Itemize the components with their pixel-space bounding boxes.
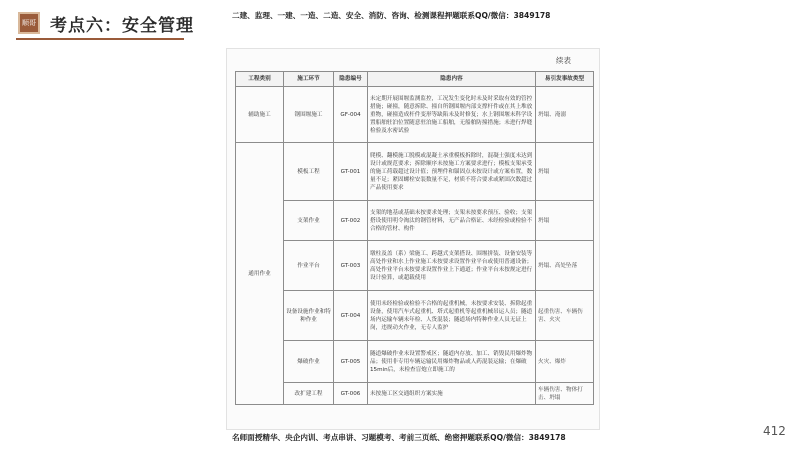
header-category: 工程类别 (236, 72, 284, 87)
stage-cell: 模板工程 (284, 143, 334, 201)
content-cell: 未定期开展围堰监测监控，工况发生变化时未及时采取有效的管控措施；碰撞，随意拆除、撞自所钢围堰内部支撑杆件或在其上堆放重物，碰撞造成杆件变形等缺陷未及时修复；水上钢围堰未科学设置船舶驻泊位置随意驻泊施工船舶，无船舶防撞措施；未进行焊缝检验及水密试验 (368, 87, 536, 143)
header-content: 隐患内容 (368, 72, 536, 87)
table-row (236, 201, 594, 241)
top-contact-notice: 二建、监理、一建、一造、二造、安全、消防、咨询、检测课程押题联系QQ/微信：3849178 (232, 11, 551, 20)
scanned-table-image (226, 48, 600, 430)
table-row (236, 383, 594, 405)
stage-cell: 支架作业 (284, 201, 334, 241)
stage-cell: 设备设施作业和特种作业 (284, 291, 334, 341)
code-cell: GT-003 (334, 241, 368, 291)
code-cell: GT-004 (334, 291, 368, 341)
table-row (236, 241, 594, 291)
stage-cell: 钢围堰施工 (284, 87, 334, 143)
table-row (236, 291, 594, 341)
header-hazard-type: 易引发事故类型 (536, 72, 594, 87)
table-caption: 续表 (556, 56, 571, 65)
hazard-cell: 坍塌、淹溺 (536, 87, 594, 143)
title-underline (16, 38, 184, 40)
content-cell: 未按施工区交通组织方案实施 (368, 383, 536, 405)
code-cell: GT-002 (334, 201, 368, 241)
header-stage: 施工环节 (284, 72, 334, 87)
hazard-cell: 起重伤害、车辆伤害、火灾 (536, 291, 594, 341)
hazard-cell: 车辆伤害、物体打击、坍塌 (536, 383, 594, 405)
content-cell: 使用未经检验或检验不合格的起重机械，未按要求安装、拆除起重设备，使用汽车式起重机、塔式起重机等起重机械吊运人员；隧道场内运输车辆未年检、人货混装；隧道场内特种作业人员无证上岗，违规动火作业，无专人监护 (368, 291, 536, 341)
brand-logo (18, 12, 40, 34)
content-cell: 墩柱及盖（系）梁施工、跨越式支架搭设、围堰拼装、设备安装等高处作业和水上作业施工未按要求设置作业平台或使用普通设备；高处作业平台未按要求设置作业上下通道；作业平台未按规定进行设计验算，或超载使用 (368, 241, 536, 291)
code-cell: GT-001 (334, 143, 368, 201)
code-cell: GT-006 (334, 383, 368, 405)
brand-logo-text: 顺哥 (22, 19, 36, 27)
category-cell: 辅助施工 (236, 87, 284, 143)
table-header-row (236, 72, 594, 87)
hazard-table (235, 71, 594, 405)
hazard-cell: 坍塌、高处坠落 (536, 241, 594, 291)
hazard-cell: 坍塌 (536, 201, 594, 241)
page-number: 412 (763, 424, 786, 438)
hazard-cell: 坍塌 (536, 143, 594, 201)
page-title: 考点六：安全管理 (50, 16, 194, 36)
category-cell: 通用作业 (236, 143, 284, 405)
table-row (236, 87, 594, 143)
content-cell: 隧道爆破作业未设置警戒区；隧道内存放、加工、销毁民用爆炸物品；使用非专用车辆运输民用爆炸物品或人药混装运输；在爆破15min后，未检查盲炮立即施工的 (368, 341, 536, 383)
content-cell: 支架的地基或基础未按要求处理；支架未按要求预压、验收；支架搭设使用明令淘汰的钢管材料，无产品合格证、未经检验或检验不合格的管材、构件 (368, 201, 536, 241)
table-row (236, 143, 594, 201)
table-row (236, 341, 594, 383)
footer-contact-notice: 名师面授精华、央企内训、考点串讲、习题模考、考前三页纸、绝密押题联系QQ/微信：3849178 (232, 433, 566, 442)
stage-cell: 作业平台 (284, 241, 334, 291)
code-cell: GF-004 (334, 87, 368, 143)
stage-cell: 改扩建工程 (284, 383, 334, 405)
header-code: 隐患编号 (334, 72, 368, 87)
stage-cell: 爆破作业 (284, 341, 334, 383)
hazard-cell: 火灾、爆炸 (536, 341, 594, 383)
code-cell: GT-005 (334, 341, 368, 383)
content-cell: 爬模、翻模施工脱模或混凝土承重模板拆除时，混凝土强度未达到设计或规范要求；拆除顺序未按施工方案要求进行；模板支架承受的施工荷载超过设计值；预埋件和锚固点未按设计或方案布置，数量不足；紧固螺栓安装数量不足，材质不符合要求或紧固次数超过产品使用要求 (368, 143, 536, 201)
